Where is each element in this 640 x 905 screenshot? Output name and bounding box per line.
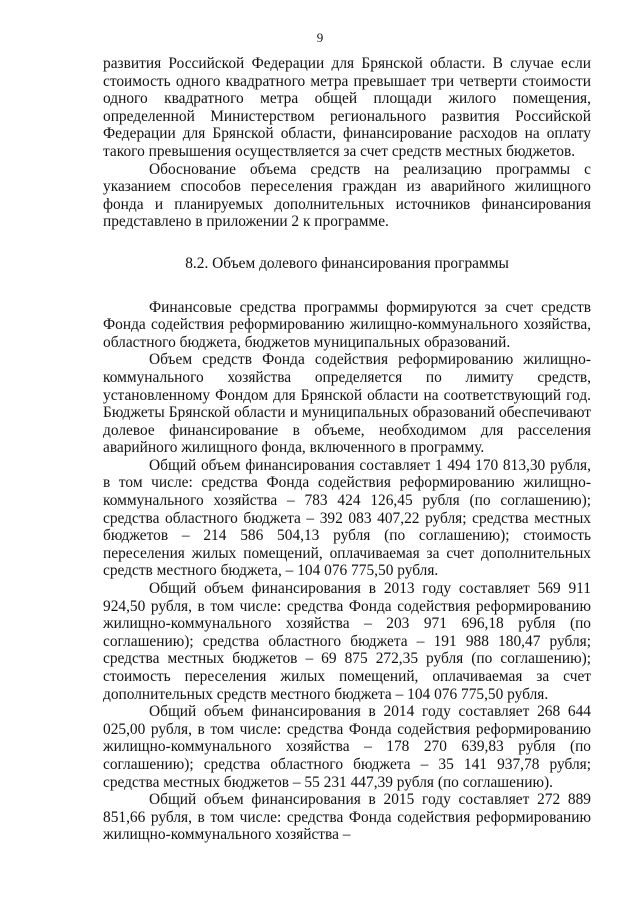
document-body <box>103 55 591 844</box>
paragraph: Общий объем финансирования в 2014 году составляет 268 644 025,00 рубля, в том числе: средства Фонда содействия реформированию жилищно-коммунального хозяйства – 178 270 639,83 рубля (по соглашению); средства областного бюджета – 35 141 937,78 рубля; средства местных бюджетов – 55 231 447,39 рубля (по соглашению). <box>103 703 591 791</box>
paragraph: развития Российской Федерации для Брянской области. В случае если стоимость одного квадратного метра превышает три четверти стоимости одного квадратного метра общей площади жилого помещения, определенной Министерством регионального развития Российской Федерации для Брянской области, финансирование расходов на оплату такого превышения осуществляется за счет средств местных бюджетов. <box>103 55 591 160</box>
section-heading: 8.2. Объем долевого финансирования программы <box>185 254 509 272</box>
paragraph: Общий объем финансирования в 2013 году составляет 569 911 924,50 рубля, в том числе: средства Фонда содействия реформированию жилищно-коммунального хозяйства – 203 971 696,18 рубля (по соглашению); средства областного бюджета – 191 988 180,47 рубля; средства местных бюджетов – 69 875 272,35 рубля (по соглашению); стоимость переселения жилых помещений, оплачиваемая за счет дополнительных средств местного бюджета – 104 076 775,50 рубля. <box>103 580 591 703</box>
paragraph: Общий объем финансирования в 2015 году составляет 272 889 851,66 рубля, в том числе: средства Фонда содействия реформированию жилищно-коммунального хозяйства – <box>103 791 591 844</box>
page-number: 9 <box>316 30 324 45</box>
paragraph: Объем средств Фонда содействия реформированию жилищно-коммунального хозяйства определяется по лимиту средств, установленному Фондом для Брянской области на соответствующий год. Бюджеты Брянской области и муниципальных образований обеспечивают долевое финансирование в объеме, необходимом для расселения аварийного жилищного фонда, включенного в программу. <box>103 351 591 457</box>
paragraph: Финансовые средства программы формируются за счет средств Фонда содействия реформированию жилищно-коммунального хозяйства, областного бюджета, бюджетов муниципальных образований. <box>103 298 591 351</box>
paragraph: Обоснование объема средств на реализацию программы с указанием способов переселения граждан из аварийного жилищного фонда и планируемых дополнительных источников финансирования представлено в приложении 2 к программе. <box>103 160 591 231</box>
paragraph: Общий объем финансирования составляет 1 494 170 813,30 рубля, в том числе: средства Фонда содействия реформированию жилищно-коммунального хозяйства – 783 424 126,45 рубля (по соглашению); средства областного бюджета – 392 083 407,22 рубля; средства местных бюджетов – 214 586 504,13 рубля (по соглашению); стоимость переселения жилых помещений, оплачиваемая за счет дополнительных средств местного бюджета, – 104 076 775,50 рубля. <box>103 456 591 580</box>
